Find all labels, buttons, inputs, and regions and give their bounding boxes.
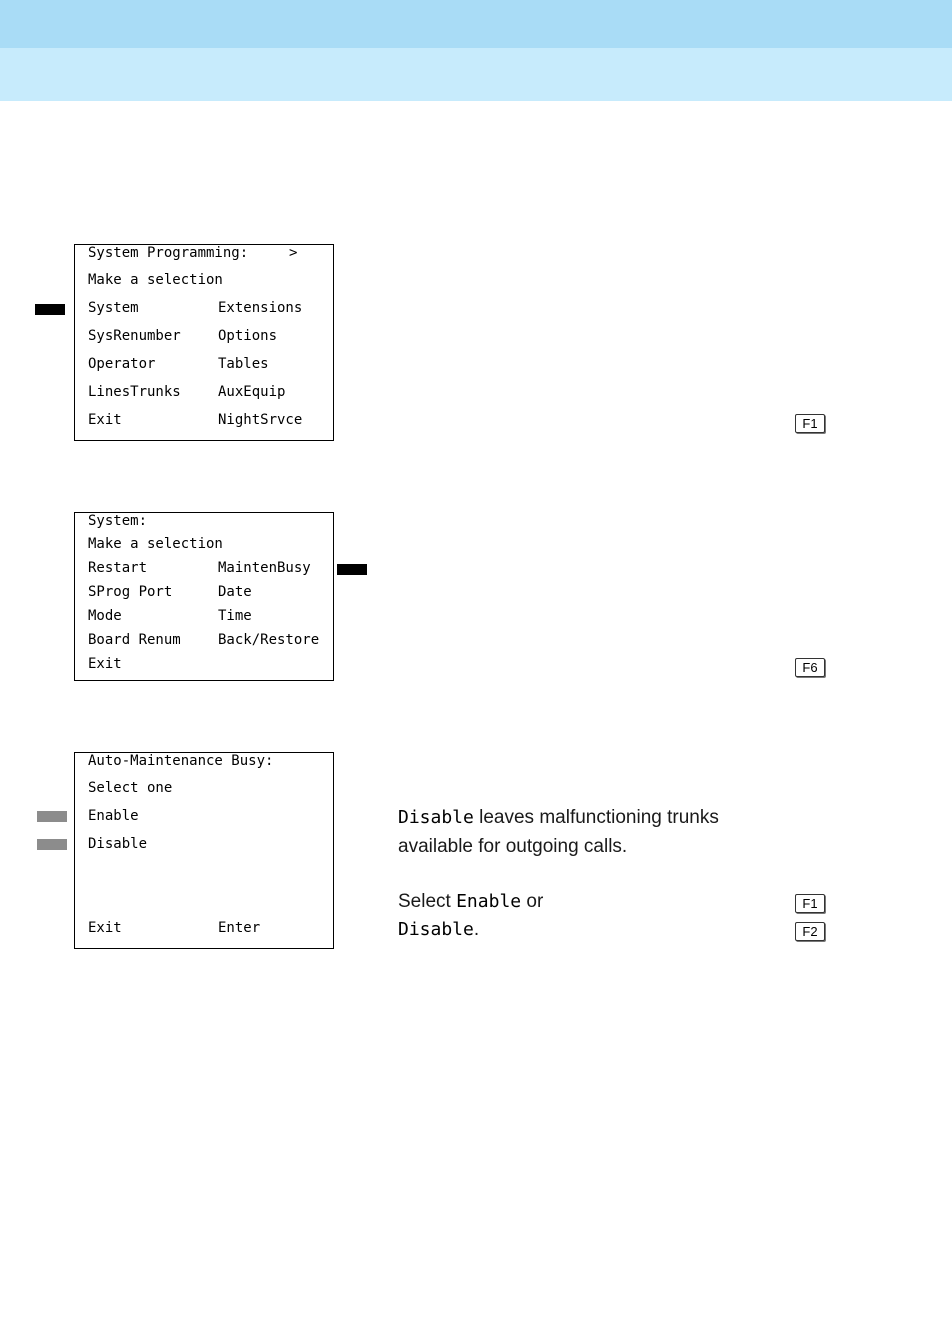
- menu-option-tables[interactable]: Tables: [218, 356, 269, 372]
- menu-option-exit[interactable]: Exit: [88, 656, 122, 672]
- term-disable: Disable: [398, 807, 474, 828]
- instruction-text: .: [473, 919, 480, 940]
- description-line-2: available for outgoing calls.: [398, 836, 628, 857]
- menu-option-auxequip[interactable]: AuxEquip: [218, 384, 286, 400]
- menu-option-enter[interactable]: Enter: [218, 920, 261, 936]
- instruction-line-2: [398, 919, 479, 941]
- function-key-f1[interactable]: F1: [795, 894, 825, 913]
- screen-prompt: Select one: [88, 780, 173, 796]
- screen-title: System:: [88, 513, 148, 529]
- function-key-f1[interactable]: F1: [795, 414, 825, 433]
- page-arrow-icon[interactable]: >: [289, 245, 298, 261]
- selection-marker-enable: [37, 811, 67, 822]
- menu-option-time[interactable]: Time: [218, 608, 252, 624]
- menu-option-restart[interactable]: Restart: [88, 560, 148, 576]
- description-line-1: [398, 807, 719, 829]
- selection-marker-disable: [37, 839, 67, 850]
- menu-option-operator[interactable]: Operator: [88, 356, 156, 372]
- header-band-top: [0, 0, 952, 48]
- description-text: leaves malfunctioning trunks: [473, 807, 719, 828]
- screen-title: System Programming:: [88, 245, 249, 261]
- option-enable[interactable]: Enable: [88, 808, 139, 824]
- menu-option-exit[interactable]: Exit: [88, 920, 122, 936]
- menu-option-board-renum[interactable]: Board Renum: [88, 632, 181, 648]
- menu-option-sprog-port[interactable]: SProg Port: [88, 584, 173, 600]
- menu-option-extensions[interactable]: Extensions: [218, 300, 303, 316]
- console-screen-system: [74, 512, 334, 681]
- screen-title: Auto-Maintenance Busy:: [88, 753, 274, 769]
- menu-option-system[interactable]: System: [88, 300, 139, 316]
- term-disable: Disable: [398, 919, 474, 940]
- menu-option-exit[interactable]: Exit: [88, 412, 122, 428]
- instruction-text: or: [521, 891, 544, 912]
- menu-option-sysrenumber[interactable]: SysRenumber: [88, 328, 181, 344]
- function-key-f6[interactable]: F6: [795, 658, 825, 677]
- option-disable[interactable]: Disable: [88, 836, 148, 852]
- menu-option-options[interactable]: Options: [218, 328, 278, 344]
- screen-prompt: Make a selection: [88, 536, 223, 552]
- menu-option-nightsrvce[interactable]: NightSrvce: [218, 412, 303, 428]
- console-screen-system-programming: [74, 244, 334, 441]
- instruction-text: Select: [398, 891, 457, 912]
- menu-option-date[interactable]: Date: [218, 584, 252, 600]
- menu-option-mode[interactable]: Mode: [88, 608, 122, 624]
- selection-marker-maintenbusy: [337, 564, 367, 575]
- console-screen-auto-maintenance-busy: [74, 752, 334, 949]
- screen-prompt: Make a selection: [88, 272, 223, 288]
- menu-option-maintenbusy[interactable]: MaintenBusy: [218, 560, 311, 576]
- menu-option-linestrunks[interactable]: LinesTrunks: [88, 384, 181, 400]
- term-enable: Enable: [456, 891, 522, 912]
- instruction-line-1: [398, 891, 543, 913]
- function-key-f2[interactable]: F2: [795, 922, 825, 941]
- selection-marker-system: [35, 304, 65, 315]
- menu-option-back-restore[interactable]: Back/Restore: [218, 632, 320, 648]
- header-band-bottom: [0, 48, 952, 101]
